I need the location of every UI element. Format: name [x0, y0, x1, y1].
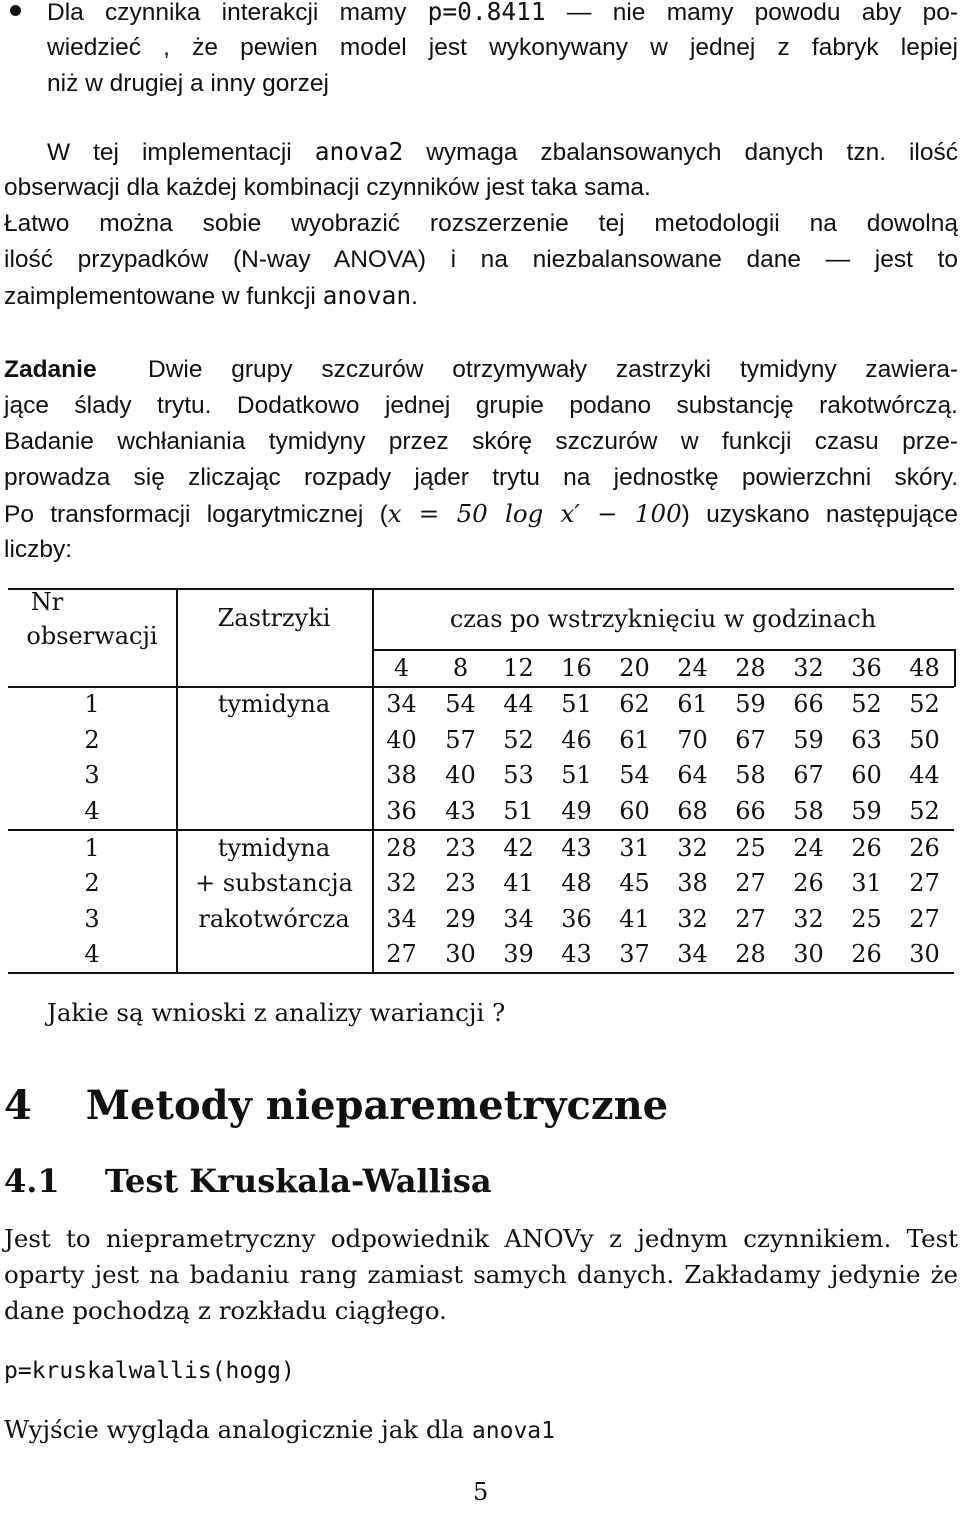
cell-value: 29: [445, 905, 476, 933]
header-time: czas po wstrzyknięciu w godzinach: [449, 605, 877, 633]
hour-header: 12: [503, 654, 534, 682]
cell-value: 49: [561, 797, 592, 825]
bullet-line-2: wiedzieć , że pewien model jest wykonywany w jednej z fabryk lepiej: [47, 34, 958, 61]
hour-header: 48: [909, 654, 940, 682]
page-number: 5: [473, 1478, 489, 1506]
hour-header: 4: [393, 654, 410, 682]
ext-line-1: Łatwo można sobie wyobrazić rozszerzenie tej metodologii na dowolną: [4, 210, 958, 237]
header-zastrzyki: Zastrzyki: [217, 604, 331, 632]
task-line-1: Dwie grupy szczurów otrzymywały zastrzyki tymidyny zawiera-: [148, 356, 958, 383]
cell-value: 67: [735, 726, 766, 754]
cell-value: 54: [445, 690, 476, 718]
cell-value: 43: [561, 940, 592, 968]
cell-value: 54: [619, 761, 650, 789]
cell-injection: tymidyna: [217, 834, 331, 862]
ext-line-2: ilość przypadków (N-way ANOVA) i na niezbalansowane dane — jest to: [4, 246, 958, 273]
bullet-line-3: niż w drugiej a inny gorzej: [47, 70, 329, 97]
cell-value: 32: [793, 905, 824, 933]
cell-value: 26: [851, 940, 882, 968]
cell-injection: tymidyna: [217, 690, 331, 718]
ext-line-3: zaimplementowane w funkcji anovan.: [4, 281, 418, 310]
cell-nr: 3: [84, 905, 100, 933]
hour-header: 20: [619, 654, 650, 682]
kw-line-3: dane pochodzą z rozkładu ciągłego.: [4, 1296, 447, 1325]
cell-value: 25: [735, 834, 766, 862]
cell-value: 30: [445, 940, 476, 968]
cell-value: 61: [677, 690, 708, 718]
table-rule-bottom: [8, 972, 954, 974]
section-number: 4: [4, 1082, 32, 1129]
cell-value: 31: [851, 869, 882, 897]
cell-value: 32: [677, 834, 708, 862]
cell-value: 58: [793, 797, 824, 825]
cell-value: 62: [619, 690, 650, 718]
inline-code: p=0.8411: [427, 0, 546, 26]
cell-value: 58: [735, 761, 766, 789]
cell-value: 38: [386, 761, 417, 789]
bullet-marker: [10, 5, 21, 16]
cell-value: 51: [561, 690, 592, 718]
hour-header: 36: [851, 654, 882, 682]
cell-value: 40: [445, 761, 476, 789]
cell-value: 34: [677, 940, 708, 968]
cell-injection: + substancja: [195, 869, 353, 897]
task-line-6: liczby:: [4, 536, 73, 563]
output-line: Wyjście wygląda analogicznie jak dla anova1: [4, 1415, 555, 1444]
header-nr-obserwacji: obserwacji: [26, 622, 158, 650]
cell-nr: 1: [84, 834, 100, 862]
subsection-title: Test Kruskala-Wallisa: [104, 1162, 492, 1200]
cell-value: 41: [503, 869, 534, 897]
inline-code: anova1: [471, 1418, 555, 1444]
cell-value: 26: [793, 869, 824, 897]
cell-nr: 4: [84, 797, 100, 825]
task-label: Zadanie: [4, 356, 97, 383]
table-rule-top: [8, 588, 954, 590]
cell-value: 26: [909, 834, 940, 862]
task-line-3: Badanie wchłaniania tymidyny przez skórę szczurów w funkcji czasu prze-: [4, 428, 958, 455]
cell-value: 38: [677, 869, 708, 897]
cell-value: 42: [503, 834, 534, 862]
cell-value: 28: [735, 940, 766, 968]
table-vrule-hours: [954, 649, 956, 687]
subsection-heading: [4, 1161, 492, 1201]
cell-value: 40: [386, 726, 417, 754]
cell-value: 44: [909, 761, 940, 789]
cell-value: 30: [793, 940, 824, 968]
cell-value: 61: [619, 726, 650, 754]
cell-value: 31: [619, 834, 650, 862]
cell-value: 43: [561, 834, 592, 862]
hour-header: 28: [735, 654, 766, 682]
section-heading: [4, 1082, 668, 1130]
cell-nr: 2: [84, 726, 100, 754]
cell-nr: 3: [84, 761, 100, 789]
cell-value: 32: [386, 869, 417, 897]
cell-value: 53: [503, 761, 534, 789]
cell-value: 43: [445, 797, 476, 825]
cell-value: 27: [386, 940, 417, 968]
cell-value: 27: [909, 905, 940, 933]
cell-value: 27: [735, 869, 766, 897]
cell-value: 45: [619, 869, 650, 897]
task-line-4: prowadza się zliczając rozpady jąder trytu na jednostkę powierzchni skóry.: [4, 464, 958, 491]
bullet-item: [0, 0, 960, 110]
cell-value: 60: [851, 761, 882, 789]
cell-value: 39: [503, 940, 534, 968]
cell-value: 50: [909, 726, 940, 754]
impl-line-1: W tej implementacji anova2 wymaga zbalansowanych danych tzn. ilość: [47, 137, 958, 166]
code-line: p=kruskalwallis(hogg): [4, 1358, 295, 1384]
kw-line-1: Jest to nieprametryczny odpowiednik ANOVy z jednym czynnikiem. Test: [4, 1224, 958, 1253]
cell-value: 48: [561, 869, 592, 897]
kw-line-2: oparty jest na badaniu rang zamiast samych danych. Zakładamy jedynie że: [4, 1260, 958, 1289]
inline-code: anova2: [314, 137, 404, 166]
subsection-number: 4.1: [4, 1162, 60, 1200]
cell-value: 44: [503, 690, 534, 718]
cell-value: 60: [619, 797, 650, 825]
hour-header: 24: [677, 654, 708, 682]
formula: x = 50 log x′ − 100: [387, 499, 682, 528]
cell-value: 68: [677, 797, 708, 825]
cell-value: 27: [735, 905, 766, 933]
inline-code: anovan: [322, 281, 412, 310]
question-text: Jakie są wnioski z analizy wariancji ?: [47, 998, 506, 1027]
cell-value: 25: [851, 905, 882, 933]
cell-value: 66: [793, 690, 824, 718]
cell-value: 34: [386, 690, 417, 718]
cell-injection: rakotwórcza: [198, 905, 350, 933]
cell-value: 57: [445, 726, 476, 754]
cell-value: 36: [386, 797, 417, 825]
cell-value: 51: [503, 797, 534, 825]
cell-value: 64: [677, 761, 708, 789]
cell-value: 41: [619, 905, 650, 933]
cell-value: 27: [909, 869, 940, 897]
cell-value: 52: [851, 690, 882, 718]
task-line-5: Po transformacji logarytmicznej (x = 50 log x′ − 100) uzyskano następujące: [4, 499, 958, 528]
cell-value: 28: [386, 834, 417, 862]
cell-value: 37: [619, 940, 650, 968]
cell-value: 46: [561, 726, 592, 754]
cell-value: 30: [909, 940, 940, 968]
cell-value: 24: [793, 834, 824, 862]
cell-value: 59: [735, 690, 766, 718]
cell-value: 32: [677, 905, 708, 933]
cell-value: 26: [851, 834, 882, 862]
hour-header: 16: [561, 654, 592, 682]
cell-value: 23: [445, 869, 476, 897]
bullet-line-1: Dla czynnika interakcji mamy p=0.8411 — nie mamy powodu aby po-: [47, 0, 958, 31]
task-line-2: jące ślady trytu. Dodatkowo jednej grupie podano substancję rakotwórczą.: [4, 392, 958, 419]
cell-value: 51: [561, 761, 592, 789]
hour-header: 8: [452, 654, 469, 682]
cell-value: 52: [503, 726, 534, 754]
cell-value: 52: [909, 797, 940, 825]
hour-header: 32: [793, 654, 824, 682]
cell-value: 59: [793, 726, 824, 754]
cell-value: 36: [561, 905, 592, 933]
cell-value: 23: [445, 834, 476, 862]
header-nr: Nr: [30, 588, 64, 616]
section-title: Metody nieparemetryczne: [85, 1082, 669, 1129]
cell-nr: 1: [84, 690, 100, 718]
impl-line-2: obserwacji dla każdej kombinacji czynników jest taka sama.: [4, 174, 651, 201]
cell-nr: 4: [84, 940, 100, 968]
cell-nr: 2: [84, 869, 100, 897]
cell-value: 66: [735, 797, 766, 825]
cell-value: 63: [851, 726, 882, 754]
cell-value: 67: [793, 761, 824, 789]
cell-value: 70: [677, 726, 708, 754]
cell-value: 52: [909, 690, 940, 718]
cell-value: 34: [503, 905, 534, 933]
cell-value: 59: [851, 797, 882, 825]
cell-value: 34: [386, 905, 417, 933]
